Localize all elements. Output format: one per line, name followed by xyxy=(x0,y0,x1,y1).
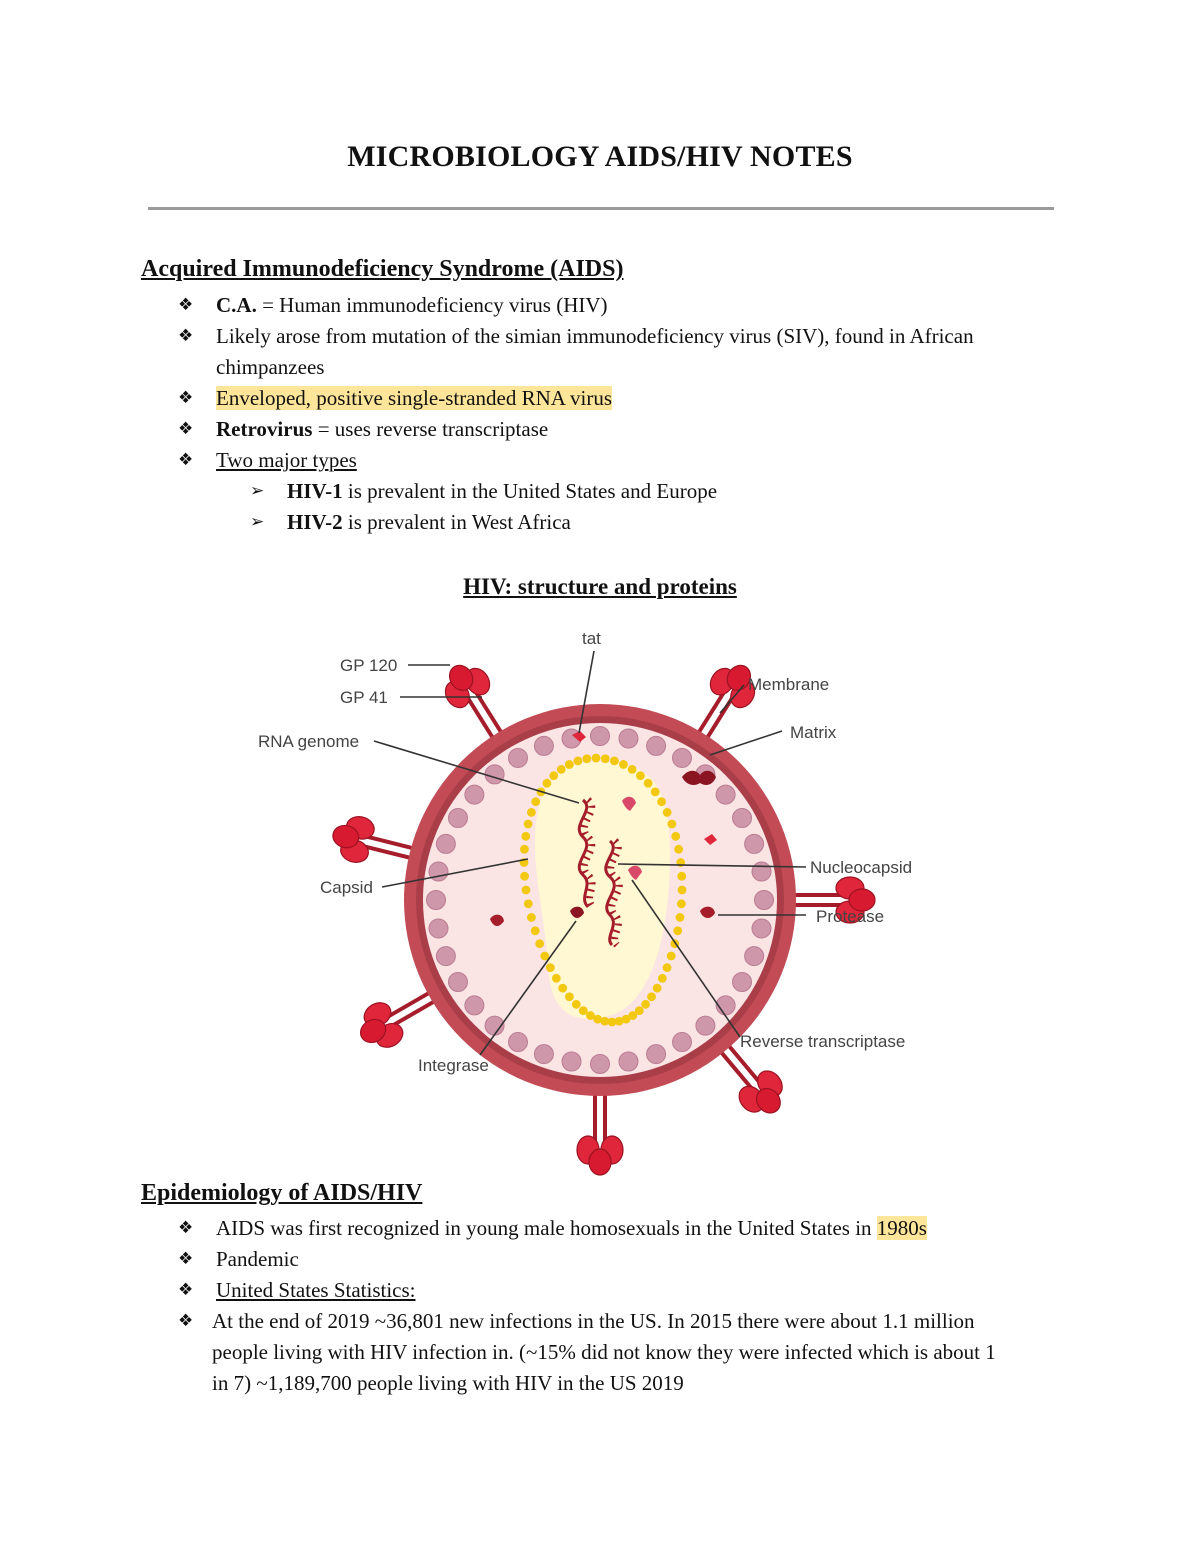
matrix-bead xyxy=(755,891,774,910)
matrix-bead xyxy=(752,862,771,881)
capsid-dot xyxy=(657,797,666,806)
capsid-dot xyxy=(673,926,682,935)
matrix-bead xyxy=(745,947,764,966)
section-heading-aids: Acquired Immunodeficiency Syndrome (AIDS) xyxy=(141,256,624,282)
capsid-dot xyxy=(531,926,540,935)
matrix-bead xyxy=(619,1052,638,1071)
matrix-bead xyxy=(673,1033,692,1052)
matrix-bead xyxy=(733,809,752,828)
list-item xyxy=(0,321,1200,383)
arrow-bullet-icon: ➢ xyxy=(250,481,265,501)
item-text: = uses reverse transcriptase xyxy=(312,417,549,441)
term-retrovirus: Retrovirus xyxy=(216,417,313,441)
capsid-dot xyxy=(636,771,645,780)
matrix-bead xyxy=(591,1055,610,1074)
matrix-bead xyxy=(733,973,752,992)
capsid-dot xyxy=(527,913,536,922)
item-text: At the end of 2019 ~36,801 new infections in the US. In 2015 there were about 1.1 million people living with HIV infection in. (~15% did not know they were infected which is about 1 in 7) ~1,189,700 people living with HIV in the US 2019 xyxy=(212,1309,996,1395)
capsid-dot xyxy=(674,845,683,854)
matrix-bead xyxy=(619,729,638,748)
matrix-bead xyxy=(427,891,446,910)
capsid-dot xyxy=(676,913,685,922)
capsid-dot xyxy=(647,992,656,1001)
matrix-bead xyxy=(752,919,771,938)
capsid-dot xyxy=(663,963,672,972)
label-tat: tat xyxy=(582,629,601,648)
list-item xyxy=(0,290,1200,321)
matrix-bead xyxy=(716,785,735,804)
item-text: Pandemic xyxy=(216,1247,299,1271)
list-item xyxy=(0,383,1200,414)
capsid-dot xyxy=(678,886,687,895)
list-item xyxy=(0,414,1200,445)
capsid-dot xyxy=(524,899,533,908)
diamond-bullet-icon: ❖ xyxy=(178,1218,194,1238)
diamond-bullet-icon: ❖ xyxy=(178,1311,194,1331)
capsid-dot xyxy=(677,872,686,881)
capsid-dot xyxy=(565,992,574,1001)
capsid-dot xyxy=(557,765,566,774)
capsid-dot xyxy=(546,963,555,972)
item-text: AIDS was first recognized in young male homosexuals in the United States in xyxy=(216,1216,877,1240)
list-item xyxy=(0,445,1200,476)
figure-title: HIV: structure and proteins xyxy=(463,574,737,599)
diamond-bullet-icon: ❖ xyxy=(178,450,194,470)
capsid-dot xyxy=(601,754,610,763)
matrix-bead xyxy=(485,765,504,784)
list-item xyxy=(0,1244,1200,1275)
item-text: is prevalent in the United States and Europe xyxy=(342,479,718,503)
list-item xyxy=(0,1213,1200,1244)
capsid-dot xyxy=(520,872,529,881)
capsid-dot xyxy=(651,788,660,797)
capsid-dot xyxy=(582,754,591,763)
matrix-bead xyxy=(534,736,553,755)
capsid-dot xyxy=(610,756,619,765)
matrix-bead xyxy=(448,809,467,828)
term-hiv1: HIV-1 xyxy=(287,479,343,503)
item-text: Likely arose from mutation of the simian immunodeficiency virus (SIV), found in African chimpanzees xyxy=(216,324,974,379)
diamond-bullet-icon: ❖ xyxy=(178,388,194,408)
underlined-text: United States Statistics: xyxy=(216,1278,416,1302)
section-heading-epidemiology: Epidemiology of AIDS/HIV xyxy=(141,1180,423,1206)
hiv-structure-diagram xyxy=(258,615,950,1135)
page-title: MICROBIOLOGY AIDS/HIV NOTES xyxy=(347,140,853,173)
diamond-bullet-icon: ❖ xyxy=(178,326,194,346)
diamond-bullet-icon: ❖ xyxy=(178,1249,194,1269)
arrow-bullet-icon: ➢ xyxy=(250,512,265,532)
capsid-dot xyxy=(565,760,574,769)
matrix-bead xyxy=(429,919,448,938)
capsid-dot xyxy=(558,984,567,993)
capsid-dot xyxy=(552,974,561,983)
capsid-dot xyxy=(543,779,552,788)
diamond-bullet-icon: ❖ xyxy=(178,419,194,439)
capsid-dot xyxy=(521,832,530,841)
matrix-bead xyxy=(647,736,666,755)
matrix-bead xyxy=(562,1052,581,1071)
capsid-dot xyxy=(592,754,601,763)
matrix-bead xyxy=(696,1016,715,1035)
capsid-dot xyxy=(527,808,536,817)
item-text: = Human immunodeficiency virus (HIV) xyxy=(256,293,608,317)
horizontal-divider xyxy=(148,207,1054,210)
capsid-dot xyxy=(619,760,628,769)
diamond-bullet-icon: ❖ xyxy=(178,295,194,315)
capsid-dot xyxy=(520,845,529,854)
matrix-bead xyxy=(465,785,484,804)
list-item xyxy=(0,1306,1200,1399)
matrix-bead xyxy=(591,727,610,746)
matrix-bead xyxy=(745,834,764,853)
capsid-dot xyxy=(663,808,672,817)
matrix-bead xyxy=(509,1033,528,1052)
capsid-dot xyxy=(667,820,676,829)
diamond-bullet-icon: ❖ xyxy=(178,1280,194,1300)
label-rna-genome: RNA genome xyxy=(258,732,360,751)
capsid-dot xyxy=(579,1006,588,1015)
matrix-bead xyxy=(534,1045,553,1064)
underlined-text: Two major types xyxy=(216,448,357,472)
capsid-dot xyxy=(641,1000,650,1009)
matrix-bead xyxy=(436,947,455,966)
matrix-bead xyxy=(673,748,692,767)
highlighted-text: 1980s xyxy=(876,1216,927,1240)
label-reverse-transcriptase: Reverse transcriptase xyxy=(740,1032,906,1051)
label-nucleocapsid: Nucleocapsid xyxy=(810,858,913,877)
capsid-dot xyxy=(524,820,533,829)
aids-bullet-list xyxy=(0,290,1200,538)
label-gp41: GP 41 xyxy=(340,688,388,707)
highlighted-text: Enveloped, positive single-stranded RNA virus xyxy=(216,386,613,410)
capsid-dot xyxy=(671,832,680,841)
label-integrase: Integrase xyxy=(418,1056,489,1075)
label-protease: Protease xyxy=(816,907,885,926)
capsid-dot xyxy=(658,974,667,983)
sub-list-item xyxy=(0,476,1200,507)
capsid-dot xyxy=(535,939,544,948)
item-text: is prevalent in West Africa xyxy=(342,510,571,534)
capsid-dot xyxy=(531,797,540,806)
term-ca: C.A. xyxy=(216,293,257,317)
label-capsid: Capsid xyxy=(320,878,373,897)
capsid-dot xyxy=(572,1000,581,1009)
capsid-dot xyxy=(667,952,676,961)
capsid-dot xyxy=(522,886,531,895)
label-membrane: Membrane xyxy=(748,675,830,694)
capsid-dot xyxy=(644,779,653,788)
matrix-bead xyxy=(436,834,455,853)
matrix-bead xyxy=(647,1045,666,1064)
glycoprotein-spike-icon xyxy=(577,1086,623,1175)
matrix-bead xyxy=(509,748,528,767)
matrix-bead xyxy=(448,973,467,992)
capsid-dot xyxy=(677,899,686,908)
matrix-bead xyxy=(465,996,484,1015)
term-hiv2: HIV-2 xyxy=(287,510,343,534)
capsid-dot xyxy=(549,771,558,780)
label-matrix: Matrix xyxy=(790,723,837,742)
sub-list-item xyxy=(0,507,1200,538)
capsid-dot xyxy=(653,984,662,993)
list-item xyxy=(0,1275,1200,1306)
epidemiology-bullet-list xyxy=(0,1213,1200,1399)
capsid-dot xyxy=(586,1011,595,1020)
label-gp120: GP 120 xyxy=(340,656,398,675)
capsid-dot xyxy=(574,756,583,765)
capsid-dot xyxy=(628,765,637,774)
